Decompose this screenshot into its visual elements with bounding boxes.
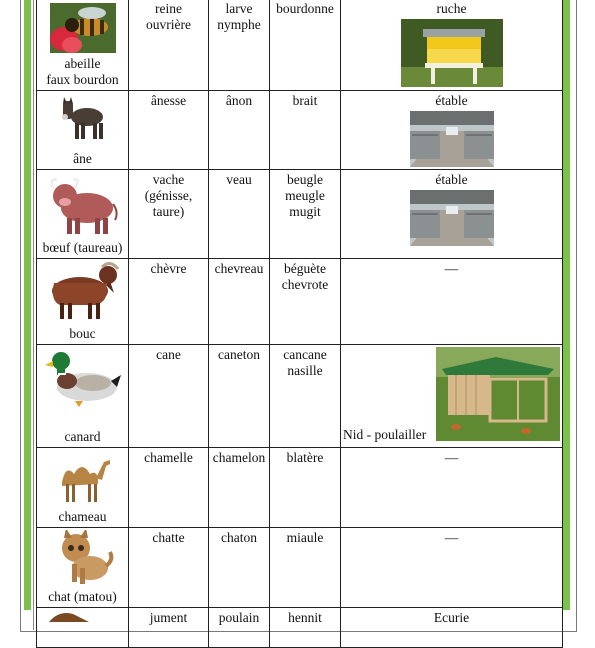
table-row: [37, 0, 563, 91]
animal-cell: [37, 259, 129, 345]
animal-name: bœuf (taureau): [42, 240, 123, 255]
young-name: caneton: [209, 345, 270, 448]
habitat-name: —: [341, 528, 563, 608]
animal-name: chat (matou): [48, 589, 117, 604]
animal-cell: [37, 0, 129, 91]
cry-verb: hennit: [270, 608, 341, 648]
horse-photo-icon: [49, 610, 89, 622]
cry-verb: bourdonne: [270, 0, 341, 91]
animal-name: âne: [73, 151, 92, 166]
camel-drawing-icon: [52, 452, 114, 506]
habitat-name: Ecurie: [341, 608, 563, 648]
cry-verb: brait: [270, 91, 341, 170]
animal-cell: [37, 91, 129, 170]
female-name: ânesse: [129, 91, 209, 170]
table-row: [37, 345, 563, 448]
cry-verb: béguète chevrote: [270, 259, 341, 345]
habitat-cell: [341, 0, 563, 91]
habitat-cell: [341, 91, 563, 170]
kitten-photo-icon: [52, 530, 114, 586]
bull-drawing-icon: [45, 172, 121, 238]
donkey-photo-icon: [55, 97, 111, 141]
female-name: chatte: [129, 528, 209, 608]
cry-verb: miaule: [270, 528, 341, 608]
animal-name: bouc: [69, 326, 96, 341]
habitat-name: ruche: [436, 1, 467, 16]
animal-cell: [37, 608, 129, 648]
habitat-name: —: [341, 259, 563, 345]
young-name: poulain: [209, 608, 270, 648]
bee-photo-icon: [50, 3, 116, 53]
animal-cell: [37, 528, 129, 608]
table-row: [37, 91, 563, 170]
habitat-name: —: [341, 448, 563, 528]
henhouse-photo-icon: [436, 347, 560, 441]
young-name: chamelon: [209, 448, 270, 528]
animal-name: canard: [64, 429, 101, 444]
animal-cell: [37, 448, 129, 528]
animal-name: chameau: [58, 509, 107, 524]
young-name: ânon: [209, 91, 270, 170]
table-row: [37, 259, 563, 345]
table-row: [37, 448, 563, 528]
green-border-right: [563, 0, 570, 610]
habitat-name: Nid - poulailler: [343, 427, 427, 442]
female-name: reine ouvrière: [129, 0, 209, 91]
animal-name: abeille faux bourdon: [46, 56, 119, 87]
stable-photo-icon: [410, 190, 494, 246]
cry-verb: beugle meugle mugit: [270, 170, 341, 259]
animal-cell: [37, 170, 129, 259]
female-name: chèvre: [129, 259, 209, 345]
female-name: cane: [129, 345, 209, 448]
habitat-cell: [341, 345, 563, 448]
duck-drawing-icon: [45, 347, 121, 409]
green-border-left: [24, 0, 31, 610]
animal-cell: [37, 345, 129, 448]
cry-verb: blatère: [270, 448, 341, 528]
habitat-name: étable: [435, 93, 468, 108]
female-name: vache (génisse, taure): [129, 170, 209, 259]
beehive-photo-icon: [401, 19, 503, 87]
stable-photo-icon: [410, 111, 494, 167]
table-row: [37, 608, 563, 648]
goat-drawing-icon: [40, 261, 126, 323]
habitat-name: étable: [435, 172, 468, 187]
cry-verb: cancane nasille: [270, 345, 341, 448]
table-row: [37, 170, 563, 259]
table-row: [37, 528, 563, 608]
habitat-cell: [341, 170, 563, 259]
female-name: jument: [129, 608, 209, 648]
female-name: chamelle: [129, 448, 209, 528]
young-name: veau: [209, 170, 270, 259]
young-name: chaton: [209, 528, 270, 608]
young-name: larve nymphe: [209, 0, 270, 91]
animal-vocabulary-table: [36, 0, 563, 648]
young-name: chevreau: [209, 259, 270, 345]
